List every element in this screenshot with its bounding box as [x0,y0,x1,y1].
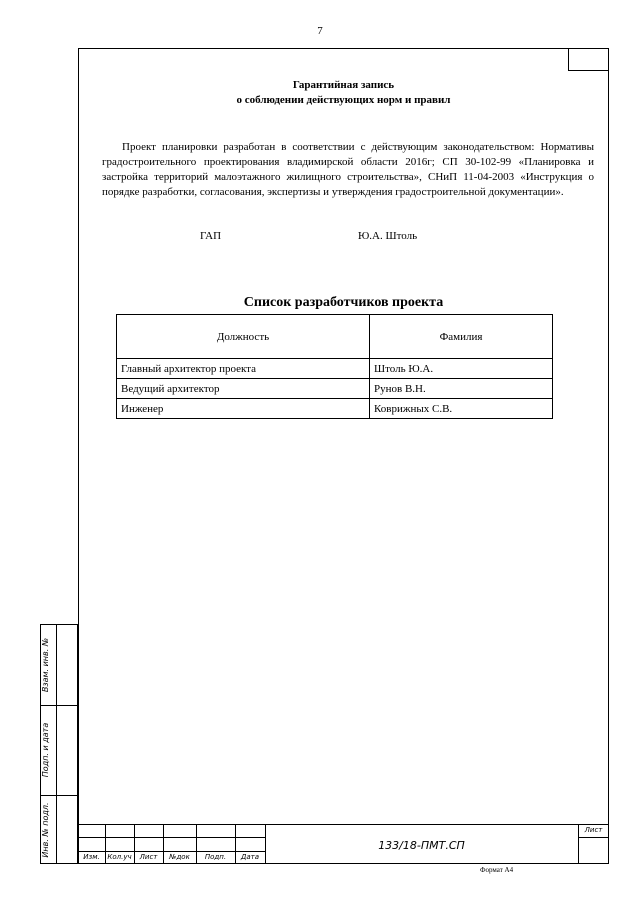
side-label-inventory: Инв. № подл. [41,802,50,858]
table-row [117,399,553,419]
title-block [78,824,609,864]
stamp-col-signature: Подп. [204,853,227,861]
developers-title: Список разработчиков проекта [243,295,444,310]
header-surname: Фамилия [370,315,553,359]
table-row [117,359,553,379]
side-label-replacement: Взам. инв. № [41,637,50,693]
stamp-col-docnum: №док [169,853,190,861]
stamp-line [78,851,265,852]
stamp-col-date: Дата [240,853,260,861]
stamp-col-change: Изм. [83,853,100,861]
stamp-line [78,837,265,838]
stamp-line [578,837,609,838]
cell-surname: Рунов В.Н. [370,379,553,399]
cell-position: Главный архитектор проекта [117,359,370,379]
corner-box [568,48,609,71]
document-code: 133/18-ПМТ.СП [378,839,465,852]
page-subtitle: о соблюдении действующих норм и правил [236,94,451,106]
side-stamp [40,624,78,864]
developers-table [116,314,553,419]
body-paragraph: Проект планировки разработан в соответствии с действующим законодательством: Нормативы градостроительного проектирования владимирской области 2016г; СП 30-102-99 «Планировка и застройка территорий малоэтажного жилищного строительства», СНиП 11-04-2003 «Инструкция о порядке разработки, согласования, экспертизы и утверждения градостроительной документации». [102,141,594,198]
signature-name: Ю.А. Штоль [358,230,418,242]
side-divider [56,625,57,863]
cell-position: Инженер [117,399,370,419]
side-label-signature-date: Подп. и дата [41,722,50,778]
table-row [117,379,553,399]
stamp-col-sheet: Лист [139,853,158,861]
header-position: Должность [117,315,370,359]
format-label: Формат А4 [480,866,514,874]
table-header-row [117,315,553,359]
page-number: 7 [317,25,323,37]
cell-surname: Коврижных С.В. [370,399,553,419]
signature-role: ГАП [200,230,222,242]
page-title: Гарантийная запись [292,79,395,91]
cell-surname: Штоль Ю.А. [370,359,553,379]
sheet-label: Лист [584,826,603,834]
cell-position: Ведущий архитектор [117,379,370,399]
stamp-col-count: Кол.уч [107,853,132,861]
